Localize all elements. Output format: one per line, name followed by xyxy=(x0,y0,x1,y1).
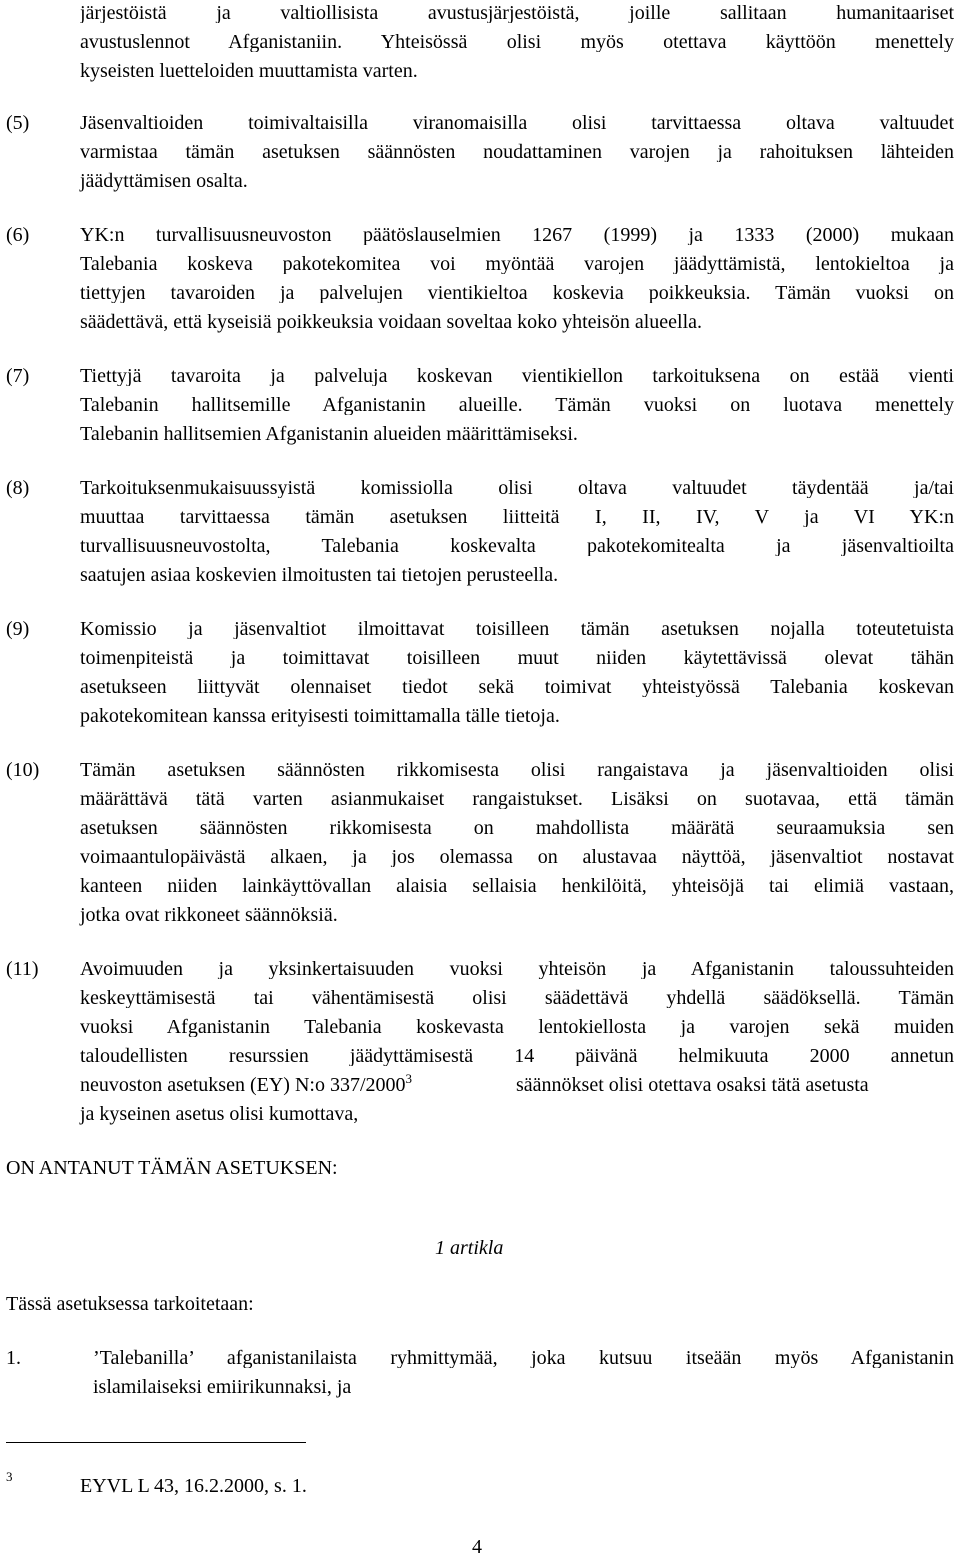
definition-number: 1. xyxy=(6,1347,21,1369)
recital-line: Talebanin hallitsemien Afganistanin alueiden määrittämiseksi. xyxy=(80,423,578,445)
footnote-separator xyxy=(6,1442,306,1443)
article-heading: 1 artikla xyxy=(435,1237,504,1259)
recital-line: varmistaa tämän asetuksen säännösten noudattaminen varojen ja rahoituksen lähteiden xyxy=(80,142,954,162)
recital-line: muuttaa tarvittaessa tämän asetuksen liitteitä I, II, IV, V ja VI YK:n xyxy=(80,507,954,527)
recital-number: (9) xyxy=(6,618,30,640)
recital-line: jotka ovat rikkoneet säännöksiä. xyxy=(80,904,338,926)
recital-number: (6) xyxy=(6,224,30,246)
intro-line: kyseisten luetteloiden muuttamista varten. xyxy=(80,60,418,82)
recital-line: Tarkoituksenmukaisuussyistä komissiolla olisi oltava valtuudet täydentää ja/tai xyxy=(80,478,954,498)
recital-line: Tiettyjä tavaroita ja palveluja koskevan vientikiellon tarkoituksena on estää vienti xyxy=(80,366,954,386)
recital-line: Tämän asetuksen säännösten rikkomisesta olisi rangaistava ja jäsenvaltioiden olisi xyxy=(80,760,954,780)
enacting-formula: ON ANTANUT TÄMÄN ASETUKSEN: xyxy=(6,1157,338,1179)
recital-line: jäädyttämisen osalta. xyxy=(80,170,248,192)
recital-number: (8) xyxy=(6,477,30,499)
recital-line: vuoksi Afganistanin Talebania koskevasta lentokiellosta ja varojen sekä muiden xyxy=(80,1017,954,1037)
recital-line: voimaantulopäivästä alkaen, ja jos olemassa on alustavaa näyttöä, jäsenvaltiot nostavat xyxy=(80,847,954,867)
recital-line: säädettävä, että kyseisiä poikkeuksia voidaan soveltaa koko yhteisön alueella. xyxy=(80,311,703,333)
recital-number: (7) xyxy=(6,365,30,387)
definition-line: ’Talebanilla’ afganistanilaista ryhmittymää, joka kutsuu itseään myös Afganistanin xyxy=(93,1348,954,1368)
recital-line: säännökset olisi otettava osaksi tätä asetusta xyxy=(516,1074,869,1096)
recital-line: Komissio ja jäsenvaltiot ilmoittavat toisilleen tämän asetuksen nojalla toteutetuista xyxy=(80,619,954,639)
footnote-text: EYVL L 43, 16.2.2000, s. 1. xyxy=(80,1475,307,1497)
recital-line: turvallisuusneuvostolta, Talebania koskevalta pakotekomitealta ja jäsenvaltioilta xyxy=(80,536,954,556)
recital-line: asetukseen liittyvät olennaiset tiedot sekä toimivat yhteistyössä Talebania koskevan xyxy=(80,677,954,697)
recital-line: Jäsenvaltioiden toimivaltaisilla viranomaisilla olisi tarvittaessa oltava valtuudet xyxy=(80,113,954,133)
recital-line: ja kyseinen asetus olisi kumottava, xyxy=(80,1103,359,1125)
definition-line: islamilaiseksi emiirikunnaksi, ja xyxy=(93,1376,352,1398)
recital-line: asetuksen säännösten rikkomisesta on mahdollista määrätä seuraamuksia sen xyxy=(80,818,954,838)
definitions-intro: Tässä asetuksessa tarkoitetaan: xyxy=(6,1293,254,1315)
intro-line: järjestöistä ja valtiollisista avustusjärjestöistä, joille sallitaan humanitaariset xyxy=(80,3,954,23)
recital-number: (5) xyxy=(6,112,30,134)
recital-line: Avoimuuden ja yksinkertaisuuden vuoksi yhteisön ja Afganistanin taloussuhteiden xyxy=(80,959,954,979)
recital-number: (11) xyxy=(6,958,39,980)
recital-line: pakotekomitean kanssa erityisesti toimittamalla tälle tietoja. xyxy=(80,705,560,727)
recital-line: keskeyttämisestä tai vähentämisestä olisi säädettävä yhdellä säädöksellä. Tämän xyxy=(80,988,954,1008)
recital-line: Talebania koskeva pakotekomitea voi myöntää varojen jäädyttämistä, lentokieltoa ja xyxy=(80,254,954,274)
recital-number: (10) xyxy=(6,759,40,781)
footnote-reference: 3 xyxy=(405,1071,413,1086)
recital-line-text: neuvoston asetuksen (EY) N:o 337/2000 xyxy=(80,1074,406,1096)
footnote-marker: 3 xyxy=(6,1469,13,1484)
recital-line: toimenpiteistä ja toimittavat toisilleen muut niiden käytettävissä olevat tähän xyxy=(80,648,954,668)
recital-line: taloudellisten resurssien jäädyttämisestä 14 päivänä helmikuuta 2000 annetun xyxy=(80,1046,954,1066)
recital-line: määrättävä tätä varten asianmukaiset rangaistukset. Lisäksi on suotavaa, että tämän xyxy=(80,789,954,809)
recital-line-with-footnote xyxy=(80,1071,413,1096)
intro-line: avustuslennot Afganistaniin. Yhteisössä olisi myös otettava käyttöön menettely xyxy=(80,32,954,52)
recital-line: Talebanin hallitsemille Afganistanin alueille. Tämän vuoksi on luotava menettely xyxy=(80,395,954,415)
recital-line: saatujen asiaa koskevien ilmoitusten tai tietojen perusteella. xyxy=(80,564,559,586)
recital-line: kanteen niiden lainkäyttövallan alaisia sellaisia henkilöitä, yhteisöjä tai elimiä vastaan, xyxy=(80,876,954,896)
recital-line: YK:n turvallisuusneuvoston päätöslauselmien 1267 (1999) ja 1333 (2000) mukaan xyxy=(80,225,954,245)
recital-line: tiettyjen tavaroiden ja palvelujen vientikieltoa koskevia poikkeuksia. Tämän vuoksi on xyxy=(80,283,954,303)
page-number: 4 xyxy=(472,1536,482,1558)
